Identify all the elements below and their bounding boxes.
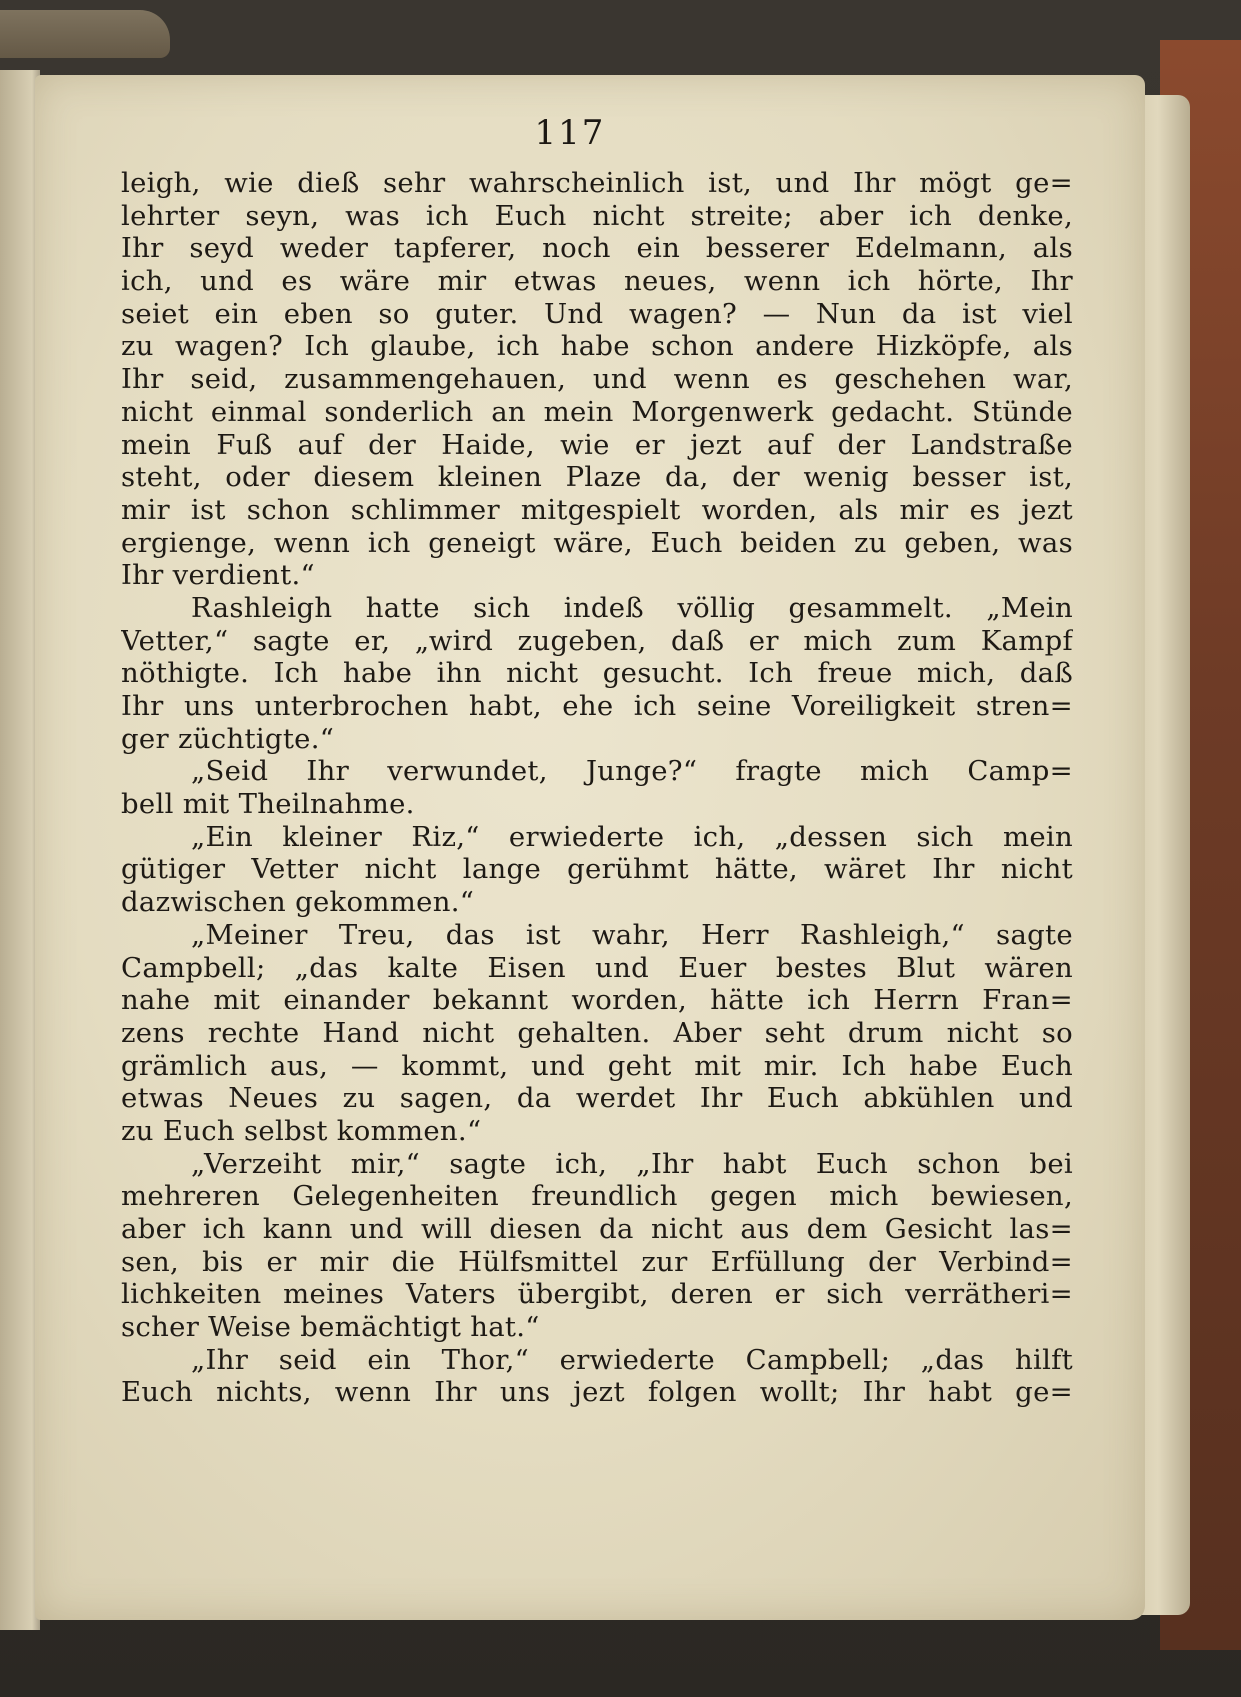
text-line: nöthigte. Ich habe ihn nicht gesucht. Ich freue mich, daß bbox=[121, 657, 1073, 690]
text-line: bell mit Theilnahme. bbox=[121, 788, 415, 821]
binding-strap bbox=[0, 10, 170, 58]
text-line: nicht einmal sonderlich an mein Morgenwerk gedacht. Stünde bbox=[121, 395, 1073, 428]
page-number: 117 bbox=[534, 113, 606, 153]
text-line: nahe mit einander bekannt worden, hätte ich Herrn Fran= bbox=[121, 984, 1073, 1017]
text-line: Ihr seyd weder tapferer, noch ein besserer Edelmann, als bbox=[121, 232, 1073, 265]
text-line: Ihr seid, zusammengehauen, und wenn es geschehen war, bbox=[121, 363, 1073, 396]
text-line: aber ich kann und will diesen da nicht aus dem Gesicht las= bbox=[121, 1213, 1073, 1245]
book-page bbox=[35, 75, 1145, 1620]
text-line: Vetter,“ sagte er, „wird zugeben, daß er mich zum Kampf bbox=[121, 624, 1073, 657]
text-line: sen, bis er mir die Hülfsmittel zur Erfüllung der Verbind= bbox=[121, 1245, 1073, 1278]
text-line: Euch nichts, wenn Ihr uns jezt folgen wollt; Ihr habt ge= bbox=[121, 1376, 1073, 1409]
text-line: ger züchtigte.“ bbox=[121, 722, 335, 755]
text-line: Rashleigh hatte sich indeß völlig gesammelt. „Mein bbox=[191, 591, 1073, 624]
text-line: gütiger Vetter nicht lange gerühmt hätte, wäret Ihr nicht bbox=[121, 853, 1073, 886]
page-text bbox=[121, 167, 1073, 1409]
text-line: ergienge, wenn ich geneigt wäre, Euch beiden zu geben, was bbox=[121, 526, 1073, 559]
left-page-edge bbox=[0, 70, 40, 1630]
text-line: dazwischen gekommen.“ bbox=[121, 886, 475, 919]
text-line: „Seid Ihr verwundet, Junge?“ fragte mich Camp= bbox=[191, 755, 1073, 788]
text-line: zu Euch selbst kommen.“ bbox=[121, 1114, 482, 1147]
text-line: mehreren Gelegenheiten freundlich gegen mich bewiesen, bbox=[121, 1180, 1073, 1213]
text-line: seiet ein eben so guter. Und wagen? — Nun da ist viel bbox=[121, 297, 1073, 330]
text-line: mein Fuß auf der Haide, wie er jezt auf der Landstraße bbox=[121, 428, 1073, 461]
text-line: Ihr verdient.“ bbox=[121, 559, 315, 592]
text-line: „Meiner Treu, das ist wahr, Herr Rashleigh,“ sagte bbox=[191, 918, 1073, 951]
text-line: grämlich aus, — kommt, und geht mit mir. Ich habe Euch bbox=[121, 1049, 1073, 1082]
text-line: mir ist schon schlimmer mitgespielt worden, als mir es jezt bbox=[121, 493, 1073, 526]
text-line: Ihr uns unterbrochen habt, ehe ich seine Voreiligkeit stren= bbox=[121, 690, 1073, 722]
text-line: scher Weise bemächtigt hat.“ bbox=[121, 1311, 540, 1344]
text-line: leigh, wie dieß sehr wahrscheinlich ist, und Ihr mögt ge= bbox=[121, 167, 1073, 199]
text-line: zens rechte Hand nicht gehalten. Aber seht drum nicht so bbox=[121, 1016, 1073, 1049]
text-line: steht, oder diesem kleinen Plaze da, der wenig besser ist, bbox=[121, 461, 1073, 494]
text-line: zu wagen? Ich glaube, ich habe schon andere Hizköpfe, als bbox=[121, 330, 1073, 363]
text-line: ich, und es wäre mir etwas neues, wenn ich hörte, Ihr bbox=[121, 265, 1073, 298]
text-line: etwas Neues zu sagen, da werdet Ihr Euch abkühlen und bbox=[121, 1082, 1073, 1115]
text-line: lehrter seyn, was ich Euch nicht streite; aber ich denke, bbox=[121, 199, 1073, 232]
text-line: Campbell; „das kalte Eisen und Euer bestes Blut wären bbox=[121, 951, 1073, 984]
text-line: lichkeiten meines Vaters übergibt, deren er sich verrätheri= bbox=[121, 1278, 1073, 1311]
text-line: „Ihr seid ein Thor,“ erwiederte Campbell; „das hilft bbox=[191, 1343, 1073, 1376]
text-line: „Ein kleiner Riz,“ erwiederte ich, „dessen sich mein bbox=[191, 820, 1073, 853]
text-line: „Verzeiht mir,“ sagte ich, „Ihr habt Euch schon bei bbox=[191, 1147, 1073, 1180]
